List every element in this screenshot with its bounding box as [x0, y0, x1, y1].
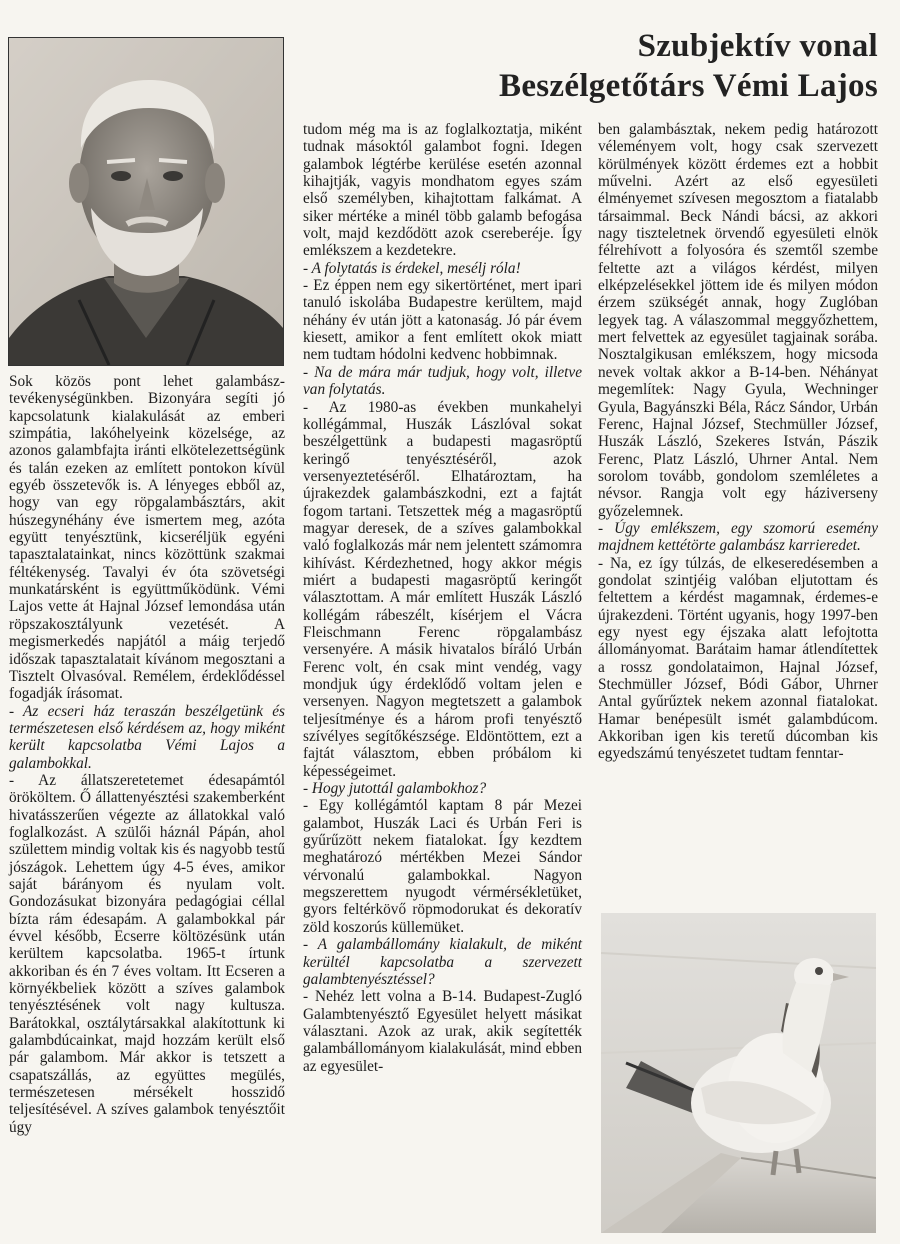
paragraph: - Egy kollégámtól kaptam 8 pár Mezei galambot, Huszák Laci és Urbán Feri is gyűrűzött nekem fiatalokat. Így kezdtem meghatározó mértékben Mezei Sándor vérvonalú galambokkal. Nagyon megszerettem nyugodt vérmérsékletüket, gyors feltérkövő röpmodorukat és dekoratív zöld koszorús küllemüket. — [303, 797, 582, 936]
column-2 — [303, 121, 582, 1075]
paragraph: ben galambásztak, nekem pedig határozott véleményem volt, hogy csak szervezett körülmények között érdemes ezt a hobbit művelni. Azért az első egyesületi élményemet szívesen megosztom a fiatalabb társaimmal. Beck Nándi bácsi, az akkori nagy tiszteletnek örvendő egyesületi elnök félrehívott a folyosóra és szemtől szembe feltette azt a világos kérdést, milyen elképzelésekkel jöttem ide és milyen módon érzem szükségét annak, hogy Zuglóban legyek tag. A válaszommal meggyőzhettem, mert felvettek az egyesület tagjainak sorába. Nosztalgikusan emlékszem, hogy micsoda nevek voltak akkor a B-14-ben. Néhányat megemlítek: Nagy Gyula, Wechninger Gyula, Bagyánszki Béla, Rácz Sándor, Urbán Ferenc, Hajnal József, Stechmüller József, Huszák László, Szekeres István, Pászik Ferenc, Platz László, Uhrner Antal. Nem sorolom tovább, gondolom szemléletes a névsor. Rangja volt egy háziverseny győzelemnek. — [598, 121, 878, 520]
portrait-photo — [8, 37, 284, 366]
paragraph: tudom még ma is az foglalkoztatja, miként tudnak másoktól galambot fogni. Idegen galambok légtérbe kerülése esetén azonnal kihajtják, vagyis mondhatom egyes szám első személyben, kihajtottam falkámat. A siker mértéke a minél több galamb befogása volt, majd kezdődött azok csereberéje. Így emlékszem a kezdetekre. — [303, 121, 582, 260]
portrait-image — [9, 38, 283, 365]
column-1 — [9, 373, 285, 1136]
title-line-2: Beszélgetőtárs Vémi Lajos — [499, 68, 878, 104]
paragraph: - Nehéz lett volna a B-14. Budapest-Zugló Galambtenyésztő Egyesület helyett másikat választani. Azok az urak, akik segítették galambállományom kialakulását, mind ebben az egyesület- — [303, 988, 582, 1075]
column-3 — [598, 121, 878, 763]
paragraph: - Na, ez így túlzás, de elkeseredésemben a gondolat szintjéig valóban eljutottam és feltettem a kérdést magamnak, érdemes-e újrakezdeni. Történt ugyanis, hogy 1997-ben egy nyest egy éjszaka alatt lefojtotta állományomat. Barátaim hamar átlendítettek a rossz gondolataimon, Hajnal József, Stechmüller József, Bódi Gábor, Uhrner Antal gyűrűztek nekem azonnal fiatalokat. Hamar benépesült ismét galambdúcom. Akkoriban igen kis teretű dúcomban kis egyedszámú tenyészetet tudtam fenntar- — [598, 554, 878, 763]
question: - Hogy jutottál galambokhoz? — [303, 780, 487, 798]
paragraph: - Az állatszeretetemet édesapámtól örököltem. Ő állattenyésztési szakemberként hivatásszerűen végezte az állatokkal való foglalkozást. A szülői háznál Pápán, ahol születtem mindig voltak kis és nagyobb testű jószágok. Lehettem úgy 4-5 éves, amikor saját bárányom és nyulam volt. Gondozásukat bizonyára pedagógiai céllal bízta rám édesapám. A galambokkal pár évvel később, Ecserre költözésünk után kerültem kapcsolatba. 1965-t írtunk akkoriban és én 7 éves voltam. Itt Ecseren a környékbeliek között a szíves galambok tenyésztésének volt nagy kultusza. Barátokkal, osztálytársakkal alakítottunk ki galambdúcainkat, majd hozzám került első pár galambom. Már akkor is tetszett a csapatszállás, az együttes megülés, természetesen mérsékelt hosszidő teljesítésével. A szíves galambok tenyésztőit úgy — [9, 771, 285, 1136]
question: - A folytatás is érdekel, mesélj róla! — [303, 259, 521, 277]
pigeon-photo — [601, 913, 876, 1233]
paragraph: - Az 1980-as években munkahelyi kollégámmal, Huszák Lászlóval sokat beszélgettünk a budapesti magasröptű keringő tenyésztéséről, azok versenyeztetéséről. Elhatároztam, ha újrakezdek galambászkodni, ezt a fajtát fogom tartani. Tetszettek még a magasröptű magyar deresek, de a szíves galambokkal való foglalkozás már nem jelentett számomra kihívást. Kérdezhetned, hogy akkor mégis miért a budapesti magasröptű keringőt választottam. A már említett Huszák László kollégám rábeszélt, kísérjem el Vácra Fleischmann Ferenc röpgalambász versenyére. A másik hivatalos bíráló Urbán Ferenc volt, én csak mint vendég, vagy mondjuk úgy érdeklődő voltam jelen e versenyen. Nagyon megtetszett a galambok teljesítménye és a három profi tenyésztő szívélyes segítőkészsége. Eldöntöttem, ezt a fajtát választom, ebben próbálom ki képességeimet. — [303, 398, 582, 780]
pigeon-image — [601, 913, 876, 1233]
article-title — [300, 26, 878, 106]
paragraph: - Ez éppen nem egy sikertörténet, mert ipari tanuló iskolába Budapestre kerültem, majd néhány év után jött a katonaság. Jó pár évem kiesett, amikor a fent említett okok miatt nem tudtam hódolni kedvenc hobbimnak. — [303, 277, 582, 364]
title-line-1: Szubjektív vonal — [637, 28, 878, 64]
question: - A galambállomány kialakult, de miként kerültél kapcsolatba a szervezett galambtenyésztéssel? — [303, 936, 582, 988]
paragraph: Sok közös pont lehet galambász-tevékenységünkben. Bizonyára segíti jó kapcsolatunk kialakulását az emberi szimpátia, lakóhelyeink közelsége, az azonos galambfajta iránti elkötelezettségünk és talán ezeken az említett pontokon kívül egyéb összetevők is. A lényeges ebből az, hogy van egy röpgalambásztárs, akit húszegynéhány éve ismertem meg, azóta együtt tenyésztünk, kicseréljük egyéni tapasztalatainkat, nincs közöttünk szakmai féltékenység. Tavalyi év óta szövetségi munkatársként is együttműködünk. Vémi Lajos vette át Hajnal József lemondása után röpszakosztályunk vezetését. A megismerkedés napjától a máig terjedő időszak tapasztalatait kívánom megosztani a Tisztelt Olvasóval. Remélem, érdeklődéssel fogadják írásomat. — [9, 373, 285, 703]
question: - Az ecseri ház teraszán beszélgetünk és természetesen első kérdésem az, hogy miként került kapcsolatba Vémi Lajos a galambokkal. — [9, 702, 285, 772]
question: - Na de mára már tudjuk, hogy volt, illetve van folytatás. — [303, 363, 582, 399]
question: - Úgy emlékszem, egy szomorú esemény majdnem kettétörte galambász karrieredet. — [598, 519, 878, 555]
